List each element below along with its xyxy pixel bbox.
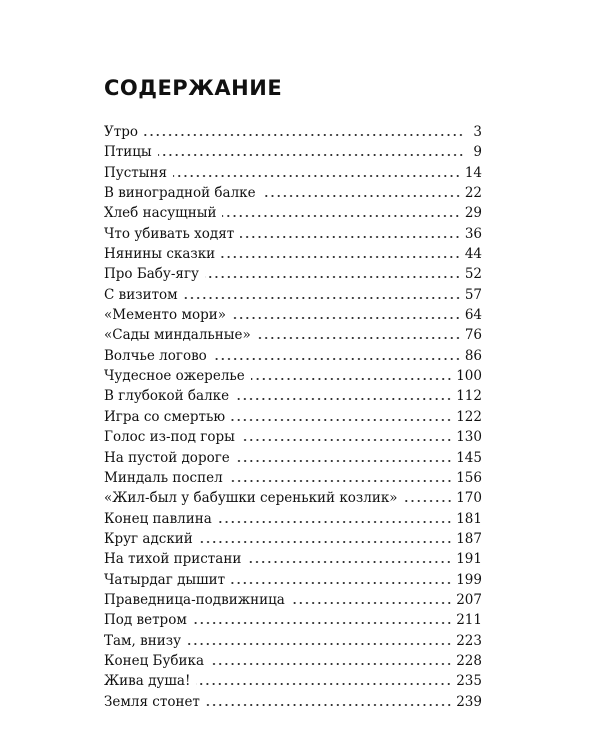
toc-entry[interactable] (104, 264, 482, 284)
toc-entry-title: Волчье логово (104, 347, 207, 364)
toc-entry[interactable] (104, 285, 482, 305)
toc-entry[interactable] (104, 692, 482, 712)
toc-entry-title: Под ветром (104, 612, 187, 629)
toc-entry[interactable] (104, 386, 482, 406)
toc-entry-page: 170 (456, 490, 482, 507)
toc-entry-title: В глубокой балке (104, 388, 230, 405)
toc-entry[interactable] (104, 590, 482, 610)
toc-entry-page: 64 (464, 307, 482, 324)
toc-entry[interactable] (104, 427, 482, 447)
toc-entry-title: В виноградной балке (104, 185, 256, 202)
toc-entry-title: На пустой дороге (104, 449, 230, 466)
dot-leader (257, 326, 461, 340)
dot-leader (210, 652, 452, 666)
dot-leader (193, 611, 452, 625)
toc-entry[interactable] (104, 122, 482, 142)
toc-entry[interactable] (104, 610, 482, 630)
dot-leader (232, 306, 461, 320)
toc-entry-page: 199 (456, 571, 482, 588)
toc-entry[interactable] (104, 651, 482, 671)
dot-leader (184, 286, 461, 300)
toc-entry-title: Голос из-под горы (104, 429, 235, 446)
toc-entry[interactable] (104, 366, 482, 386)
toc-entry-title: Что убивать ходят (104, 225, 235, 242)
toc-entry-page: 228 (456, 652, 482, 669)
toc-entry[interactable] (104, 203, 482, 223)
toc-entry-page: 239 (456, 693, 482, 710)
dot-leader (235, 387, 452, 401)
dot-leader (206, 693, 452, 707)
toc-entry-title: Нянины сказки (104, 246, 216, 263)
toc-entry-page: 29 (464, 205, 482, 222)
toc-entry-page: 191 (456, 551, 482, 568)
toc-entry-page: 36 (464, 225, 482, 242)
toc-entry-page: 130 (456, 429, 482, 446)
toc-entry-title: Хлеб насущный (104, 205, 217, 222)
toc-entry[interactable] (104, 529, 482, 549)
toc-entry-title: Про Бабу-ягу (104, 266, 199, 283)
toc-entry-page: 112 (456, 388, 482, 405)
toc-entry[interactable] (104, 183, 482, 203)
toc-entry[interactable] (104, 671, 482, 691)
toc-entry-page: 100 (456, 368, 482, 385)
toc-entry-title: «Жил-был у бабушки серенький козлик» (104, 490, 398, 507)
dot-leader (247, 550, 452, 564)
table-of-contents (104, 122, 482, 712)
toc-entry[interactable] (104, 570, 482, 590)
dot-leader (231, 571, 452, 585)
toc-entry-page: 22 (464, 185, 482, 202)
toc-entry[interactable] (104, 224, 482, 244)
toc-entry-page: 9 (473, 144, 482, 161)
toc-entry-page: 52 (464, 266, 482, 283)
dot-leader (196, 672, 452, 686)
dot-leader (222, 204, 460, 218)
toc-entry-page: 3 (473, 124, 482, 140)
toc-entry[interactable] (104, 163, 482, 183)
dot-leader (144, 123, 464, 137)
dot-leader (213, 347, 461, 361)
toc-entry[interactable] (104, 468, 482, 488)
toc-entry[interactable] (104, 448, 482, 468)
toc-entry-page: 44 (464, 246, 482, 263)
toc-entry-title: Там, внизу (104, 632, 182, 649)
toc-entry-title: Круг адский (104, 530, 193, 547)
toc-entry-title: Утро (104, 124, 138, 140)
toc-entry[interactable] (104, 305, 482, 325)
toc-entry-title: На тихой пристани (104, 551, 242, 568)
dot-leader (218, 510, 452, 524)
toc-entry-title: «Сады миндальные» (104, 327, 251, 344)
dot-leader (229, 469, 453, 483)
toc-entry-title: Игра со смертью (104, 408, 226, 425)
toc-entry[interactable] (104, 488, 482, 508)
dot-leader (158, 143, 464, 157)
dot-leader (404, 489, 453, 503)
toc-entry-page: 187 (456, 530, 482, 547)
dot-leader (291, 591, 452, 605)
toc-entry-title: Чудесное ожерелье (104, 368, 245, 385)
toc-entry-page: 122 (456, 408, 482, 425)
toc-entry[interactable] (104, 631, 482, 651)
toc-entry-title: Чатырдаг дышит (104, 571, 226, 588)
toc-entry-page: 235 (456, 673, 482, 690)
toc-entry-title: Жива душа! (104, 673, 191, 690)
dot-leader (240, 225, 461, 239)
toc-entry-title: Праведница-подвижница (104, 591, 285, 608)
dot-leader (262, 184, 461, 198)
toc-entry-title: Конец павлина (104, 510, 212, 527)
toc-entry-title: Пустыня (104, 164, 168, 181)
toc-entry-page: 211 (456, 612, 482, 629)
toc-entry-page: 14 (464, 164, 482, 181)
toc-entry[interactable] (104, 244, 482, 264)
toc-entry[interactable] (104, 549, 482, 569)
toc-entry-title: Миндаль поспел (104, 469, 223, 486)
dot-leader (205, 265, 461, 279)
page-title: СОДЕРЖАНИЕ (104, 76, 283, 100)
toc-entry-title: Земля стонет (104, 693, 200, 710)
dot-leader (231, 408, 452, 422)
toc-entry-title: Птицы (104, 144, 152, 161)
toc-entry[interactable] (104, 509, 482, 529)
toc-entry[interactable] (104, 407, 482, 427)
toc-entry-page: 145 (456, 449, 482, 466)
toc-entry-title: «Мементо мори» (104, 307, 226, 324)
toc-entry-page: 86 (464, 347, 482, 364)
toc-entry[interactable] (104, 142, 482, 162)
toc-entry-page: 57 (464, 286, 482, 303)
toc-entry-title: Конец Бубика (104, 652, 205, 669)
dot-leader (187, 632, 452, 646)
dot-leader (236, 449, 452, 463)
toc-entry-page: 156 (456, 469, 482, 486)
toc-entry-page: 181 (456, 510, 482, 527)
toc-entry[interactable] (104, 325, 482, 345)
toc-entry-page: 223 (456, 632, 482, 649)
dot-leader (199, 530, 452, 544)
dot-leader (251, 367, 452, 381)
toc-entry[interactable] (104, 346, 482, 366)
toc-entry-page: 76 (464, 327, 482, 344)
dot-leader (173, 164, 461, 178)
toc-entry-page: 207 (456, 591, 482, 608)
dot-leader (241, 428, 452, 442)
toc-entry-title: С визитом (104, 286, 178, 303)
dot-leader (221, 245, 461, 259)
